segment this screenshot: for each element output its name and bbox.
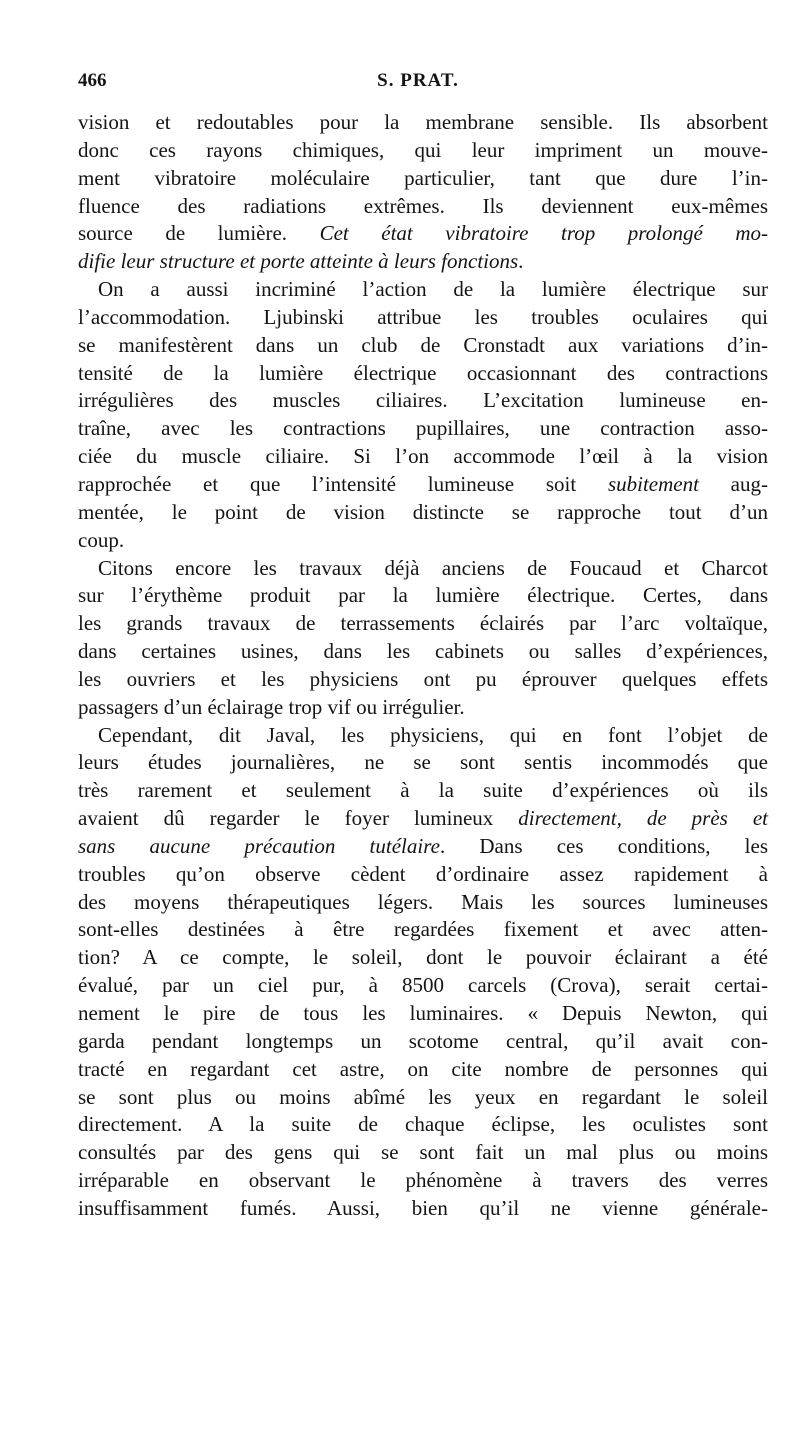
italic-span: sans aucune précaution tutélaire [78,833,440,858]
running-head: S. PRAT. [377,70,459,91]
italic-span: subitement [607,471,699,496]
text-line: ciée du muscle ciliaire. Si l’on accommode l’œil à la vision [78,444,768,469]
text-line: insuffisamment fumés. Aussi, bien qu’il ne vienne générale- [78,1195,768,1220]
text-line: Citons encore les travaux déjà anciens de Foucaud et Charcot [98,555,768,580]
text-line: dans certaines usines, dans les cabinets ou salles d’expériences, [78,639,768,664]
text-line: irréparable en observant le phénomène à travers des verres [78,1168,768,1193]
text-line: avaient dû regarder le foyer lumineux directement, de près et [78,806,768,831]
italic-span: difie leur structure et porte atteinte à leurs fonctions [78,249,519,274]
text-line: fluence des radiations extrêmes. Ils deviennent eux-mêmes [78,193,768,218]
text-line: les grands travaux de terrassements éclairés par l’arc voltaïque, [78,611,768,636]
text-line: tion? A ce compte, le soleil, dont le pouvoir éclairant a été [78,945,768,970]
text-line: consultés par des gens qui se sont fait un mal plus ou moins [78,1140,768,1165]
text-line: vision et redoutables pour la membrane sensible. Ils absorbent [78,110,768,134]
italic-span: directement, de près et [518,806,768,831]
text-line: tracté en regardant cet astre, on cite nombre de personnes qui [78,1056,768,1081]
text-line: sur l’érythème produit par la lumière électrique. Certes, dans [78,583,768,608]
text-line: troubles qu’on observe cèdent d’ordinaire assez rapidement à [78,861,768,886]
text-line: se sont plus ou moins abîmé les yeux en regardant le soleil [78,1084,768,1109]
italic-span: Cet état vibratoire trop prolongé mo- [319,221,768,246]
text-line: les ouvriers et les physiciens ont pu éprouver quelques effets [78,666,768,691]
text-line: Cependant, dit Javal, les physiciens, qui en font l’objet de [98,722,768,747]
text-line: l’accommodation. Ljubinski attribue les troubles oculaires qui [78,304,768,329]
text-line: source de lumière. Cet état vibratoire trop prolongé mo- [78,221,768,246]
text-line: se manifestèrent dans un club de Cronstadt aux variations d’in- [78,332,768,357]
text-line: rapprochée et que l’intensité lumineuse soit subitement aug- [78,471,768,496]
text-line: des moyens thérapeutiques légers. Mais les sources lumineuses [78,889,768,914]
body-text [78,109,768,1223]
text-line: garda pendant longtemps un scotome central, qu’il avait con- [78,1028,768,1053]
text-line: sans aucune précaution tutélaire. Dans ces conditions, les [78,833,769,858]
text-line: sont-elles destinées à être regardées fixement et avec atten- [78,917,768,942]
text-line: On a aussi incriminé l’action de la lumière électrique sur [98,277,768,302]
text-line: très rarement et seulement à la suite d’expériences où ils [78,778,768,803]
text-line: ment vibratoire moléculaire particulier, tant que dure l’in- [78,165,768,190]
text-line: donc ces rayons chimiques, qui leur impriment un mouve- [78,137,768,162]
text-line: tensité de la lumière électrique occasionnant des contractions [78,360,768,385]
page-header [78,70,758,94]
text-line: leurs études journalières, ne se sont sentis incommodés que [78,750,768,775]
page-number: 466 [78,70,107,91]
text-line: mentée, le point de vision distincte se rapproche tout d’un [78,499,768,524]
text-line: nement le pire de tous les luminaires. « Depuis Newton, qui [78,1001,768,1025]
text-line: irrégulières des muscles ciliaires. L’excitation lumineuse en- [78,388,768,413]
text-line: difie leur structure et porte atteinte à leurs fonctions. [78,249,524,274]
text-line: passagers d’un éclairage trop vif ou irrégulier. [78,694,465,719]
text-line: directement. A la suite de chaque éclipse, les oculistes sont [78,1112,768,1137]
text-line: traîne, avec les contractions pupillaires, une contraction asso- [78,416,768,441]
text-line: évalué, par un ciel pur, à 8500 carcels (Crova), serait certai- [78,973,768,998]
text-line: coup. [78,527,125,552]
